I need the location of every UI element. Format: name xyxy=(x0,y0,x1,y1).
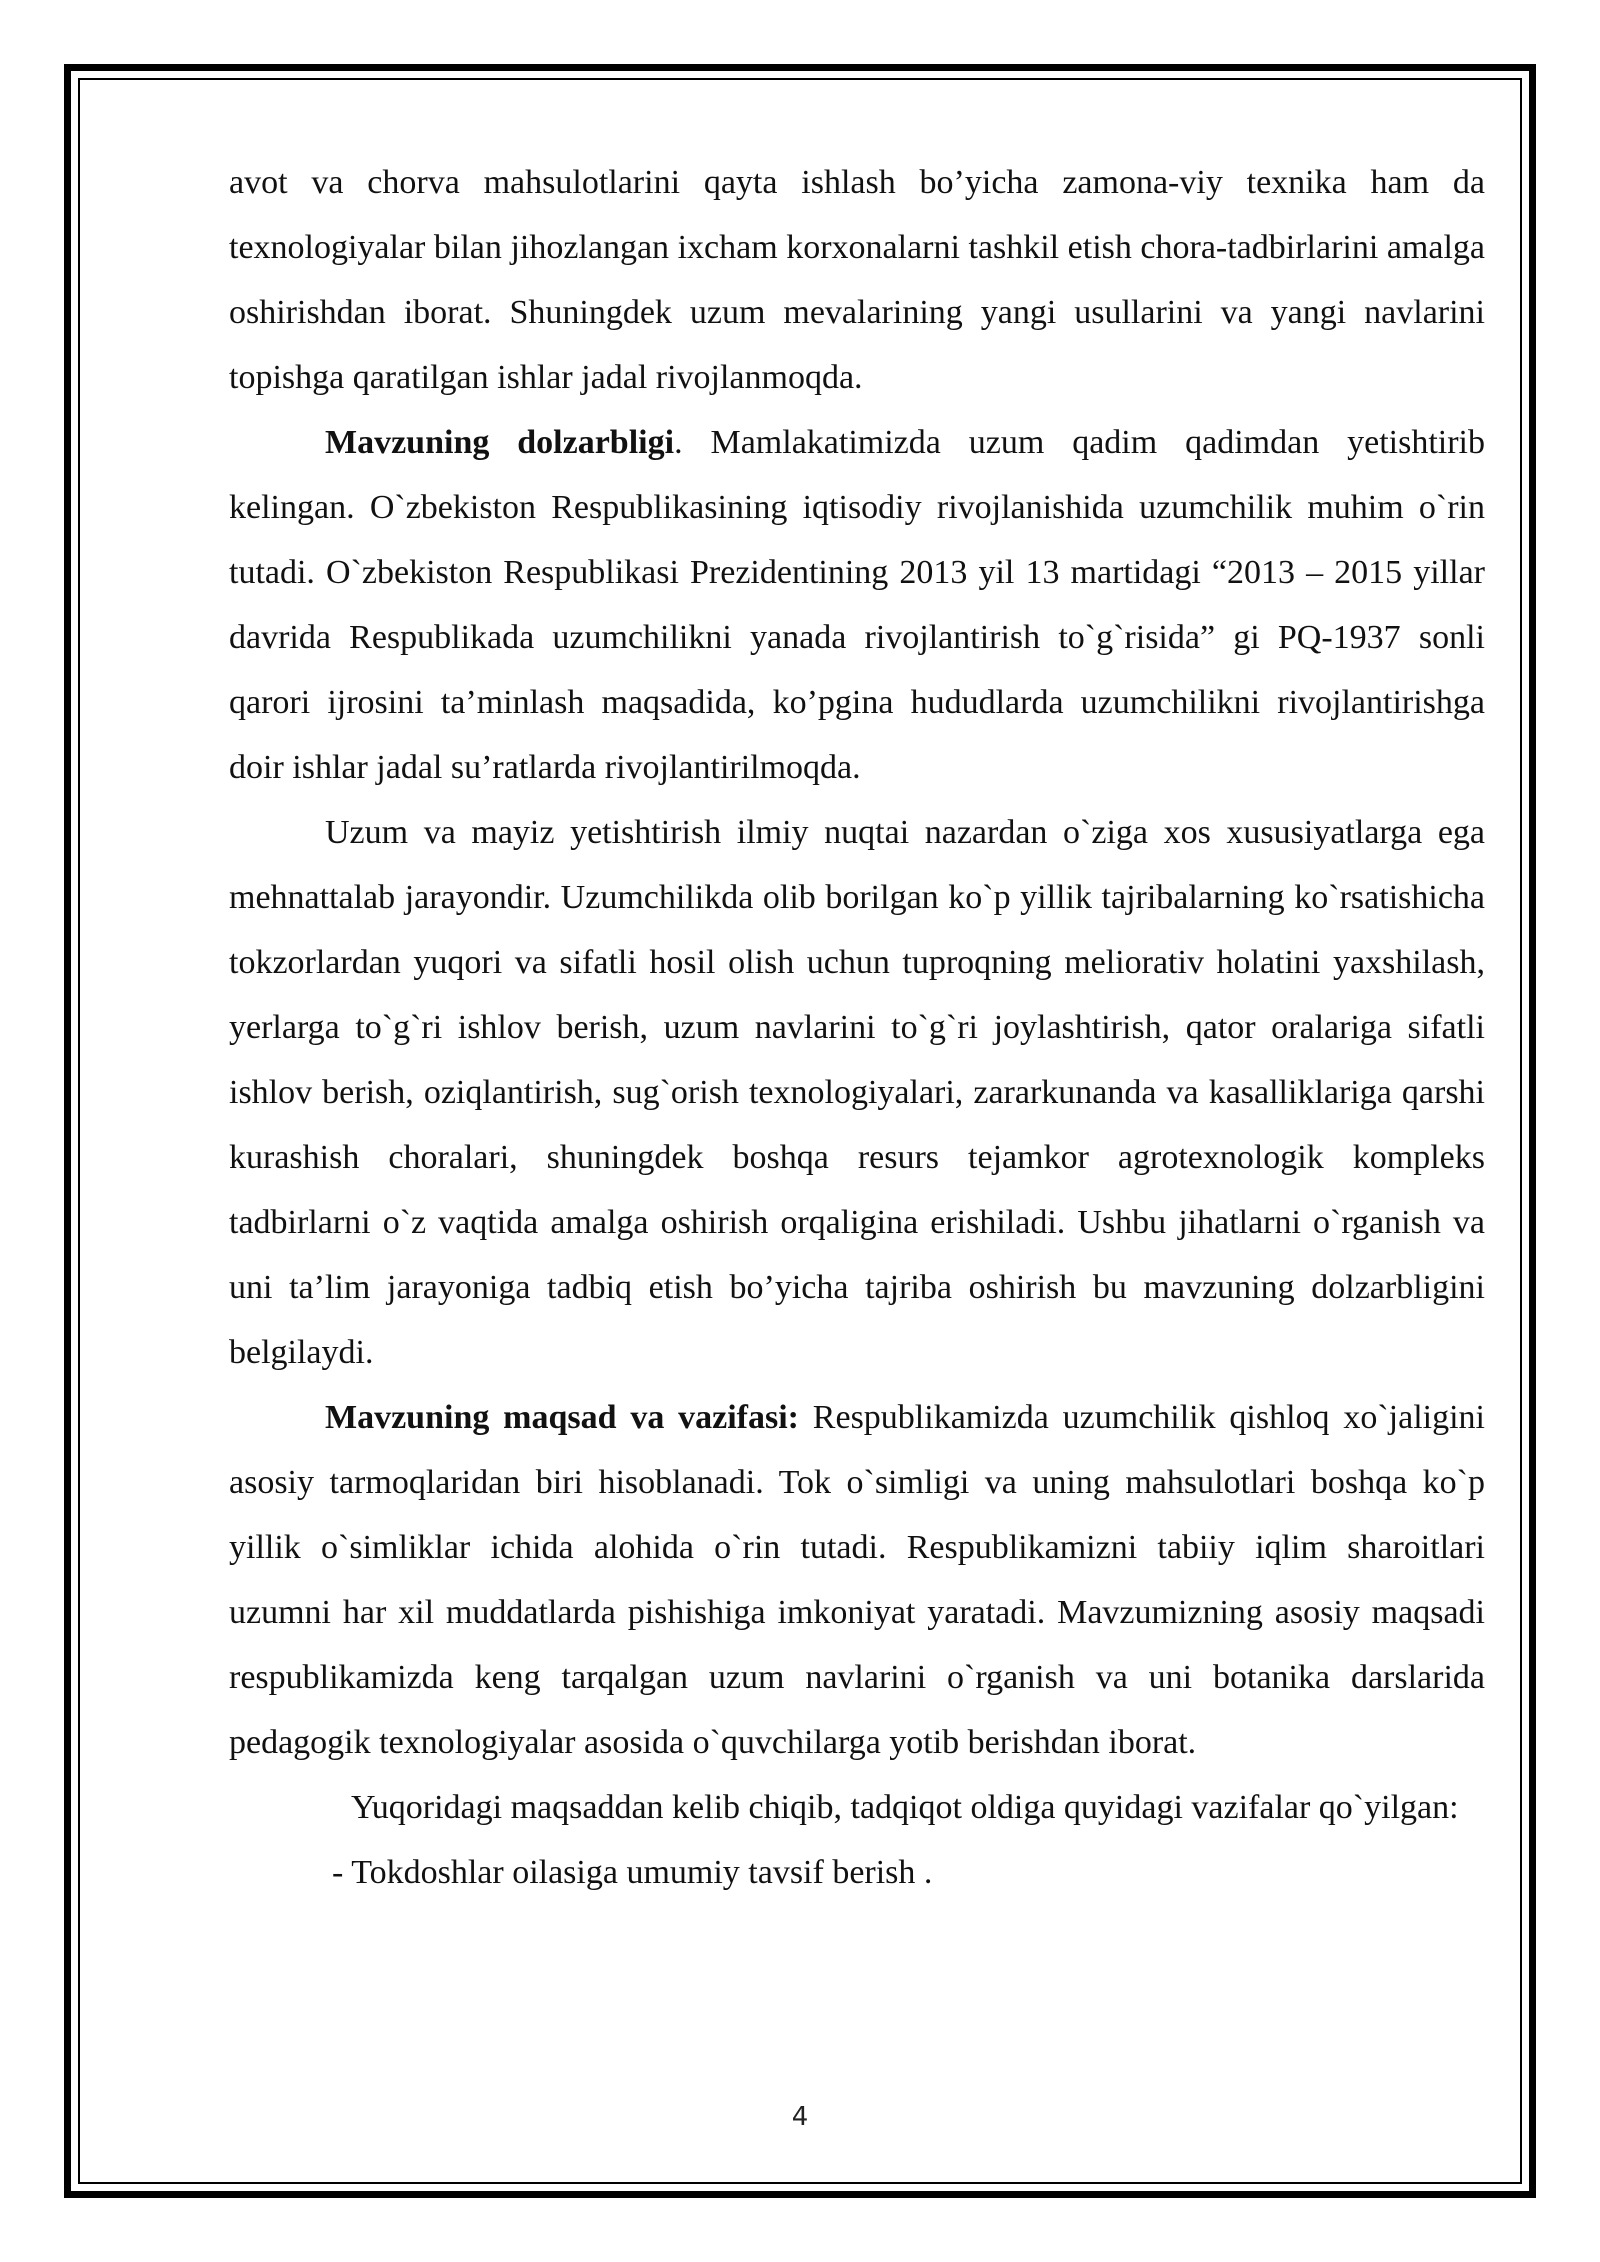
list-item: - Tokdoshlar oilasiga umumiy tavsif berish . xyxy=(332,1854,933,1891)
paragraph-intro-continuation xyxy=(229,150,1485,410)
paragraph-goals xyxy=(229,1385,1485,1775)
heading-goals: Mavzuning maqsad va vazifasi: xyxy=(325,1399,799,1436)
document-body xyxy=(229,150,1485,1905)
paragraph-text: avot va chorva mahsulotlarini qayta ishlash bo’yicha zamona-viy texnika ham da texnologiyalar bilan jihozlangan ixcham korxonalarni tashkil etish chora-tadbirlarini amalga oshirishdan iborat. Shuningdek uzum mevalarining yangi usullarini va yangi navlarini topishga qaratilgan ishlar jadal rivojlanmoqda. xyxy=(229,164,1485,396)
paragraph-text: Yuqoridagi maqsaddan kelib chiqib, tadqiqot oldiga quyidagi vazifalar qo`yilgan: xyxy=(351,1789,1459,1826)
paragraph-text: Respublikamizda uzumchilik qishloq xo`jaligini asosiy tarmoqlaridan biri hisoblanadi. Tok o`simligi va uning mahsulotlari boshqa ko`p yillik o`simliklar ichida alohida o`rin tutadi. Respublikamizni tabiiy iqlim sharoitlari uzumni har xil muddatlarda pishishiga imkoniyat yaratadi. Mavzumizning asosiy maqsadi respublikamizda keng tarqalgan uzum navlarini o`rganish va uni botanika darslarida pedagogik texnologiyalar asosida o`quvchilarga yotib berishdan iborat. xyxy=(229,1399,1485,1761)
page-number: 4 xyxy=(791,2102,809,2132)
paragraph-cultivation xyxy=(229,800,1485,1385)
paragraph-text: Uzum va mayiz yetishtirish ilmiy nuqtai nazardan o`ziga xos xususiyatlarga ega mehnattalab jarayondir. Uzumchilikda olib borilgan ko`p yillik tajribalarning ko`rsatishicha tokzorlardan yuqori va sifatli hosil olish uchun tuproqning meliorativ holatini yaxshilash, yerlarga to`g`ri ishlov berish, uzum navlarini to`g`ri joylashtirish, qator oralariga sifatli ishlov berish, oziqlantirish, sug`orish texnologiyalari, zararkunanda va kasalliklariga qarshi kurashish choralari, shuningdek boshqa resurs tejamkor agrotexnologik kompleks tadbirlarni o`z vaqtida amalga oshirish orqaligina erishiladi. Ushbu jihatlarni o`rganish va uni ta’lim jarayoniga tadbiq etish bo’yicha tajriba oshirish bu mavzuning dolzarbligini belgilaydi. xyxy=(229,814,1485,1371)
paragraph-tasks xyxy=(229,1775,1485,1840)
heading-relevance: Mavzuning dolzarbligi xyxy=(325,424,675,461)
paragraph-text: . Mamlakatimizda uzum qadim qadimdan yetishtirib kelingan. O`zbekiston Respublikasining iqtisodiy rivojlanishida uzumchilik muhim o`rin tutadi. O`zbekiston Respublikasi Prezidentining 2013 yil 13 martidagi “2013 – 2015 yillar davrida Respublikada uzumchilikni yanada rivojlantirish to`g`risida” gi PQ-1937 sonli qarori ijrosini ta’minlash maqsadida, ko’pgina hududlarda uzumchilikni rivojlantirishga doir ishlar jadal su’ratlarda rivojlantirilmoqda. xyxy=(229,424,1485,786)
paragraph-relevance xyxy=(229,410,1485,800)
